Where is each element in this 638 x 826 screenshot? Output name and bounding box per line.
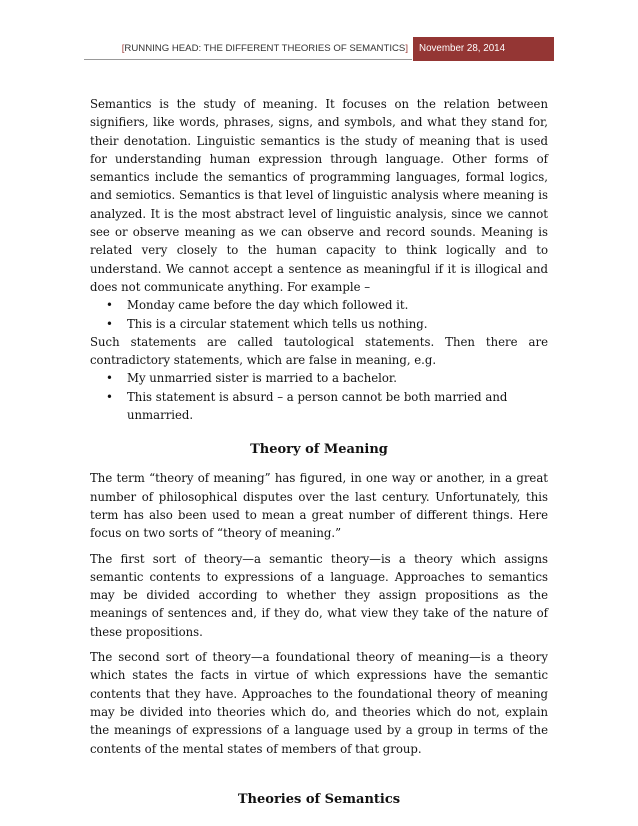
page-header	[84, 37, 554, 61]
list-item-text: This is a circular statement which tells us nothing.	[127, 316, 428, 331]
bullet-icon: •	[106, 316, 113, 331]
example-list-2	[90, 369, 548, 424]
document-body	[90, 95, 548, 809]
intro-paragraph: Semantics is the study of meaning. It focuses on the relation between signifiers, like words, phrases, signs, and symbols, and what they stand for, their denotation. Linguistic semantics is the study of meaning that is used for understanding human expression through language. Other forms of semantics include the semantics of programming languages, formal logics, and semiotics. Semantics is that level of linguistic analysis where meaning is analyzed. It is the most abstract level of linguistic analysis, since we cannot see or observe meaning as we can observe and record sounds. Meaning is related very closely to the human capacity to think logically and to understand. We cannot accept a sentence as meaningful if it is illogical and does not communicate anything. For example –	[90, 97, 548, 294]
bullet-icon: •	[106, 371, 113, 386]
contradiction-paragraph: Such statements are called tautological statements. Then there are contradictory statements, which are false in meaning, e.g.	[90, 334, 548, 368]
list-item	[90, 388, 548, 425]
meaning-paragraph: The first sort of theory—a semantic theory—is a theory which assigns semantic contents to expressions of a language. Approaches to semantics may be divided according to whether they assign propositions as the meanings of sentences and, if they do, what view they take of the nature of these propositions.	[90, 551, 548, 639]
list-item-text: My unmarried sister is married to a bachelor.	[127, 371, 397, 386]
example-list-1	[90, 296, 548, 333]
bullet-icon: •	[106, 298, 113, 313]
meaning-paragraph: The second sort of theory—a foundational theory of meaning—is a theory which states the facts in virtue of which expressions have the semantic contents that they have. Approaches to the foundational theory of meaning may be divided into theories which do, and theories which do not, explain the meanings of expressions of a language used by a group in terms of the contents of the mental states of members of that group.	[90, 650, 548, 756]
section-heading-theory-of-meaning: Theory of Meaning	[250, 442, 388, 458]
list-item	[90, 369, 548, 387]
list-item-text: This statement is absurd – a person cannot be both married and unmarried.	[127, 389, 508, 423]
bracket-close: ]	[405, 43, 408, 54]
bracket-open: [	[121, 43, 125, 54]
meaning-paragraph: The term “theory of meaning” has figured, in one way or another, in a great number of philosophical disputes over the last century. Unfortunately, this term has also been used to mean a great number of different things. Here focus on two sorts of “theory of meaning.”	[90, 471, 548, 541]
header-date: November 28, 2014	[413, 37, 554, 61]
section-heading-theories-of-semantics: Theories of Semantics	[237, 791, 401, 807]
list-item-text: Monday came before the day which followed it.	[127, 298, 409, 313]
running-head	[84, 37, 412, 60]
list-item	[90, 315, 548, 333]
bullet-icon: •	[106, 389, 113, 404]
list-item	[90, 296, 548, 314]
running-head-text: RUNNING HEAD: THE DIFFERENT THEORIES OF SEMANTICS	[124, 43, 406, 54]
